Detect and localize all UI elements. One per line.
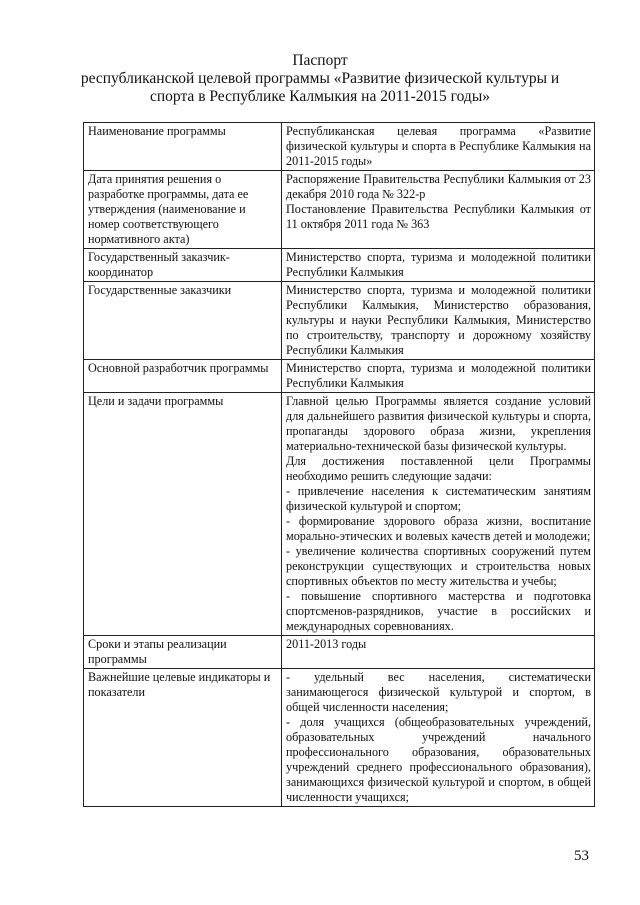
row-value [282,636,595,669]
row-value-paragraph: Министерство спорта, туризма и молодежной политики Республики Калмыкия [286,361,591,390]
row-label: Важнейшие целевые индикаторы и показатели [84,669,282,807]
table-row [84,123,595,171]
table-row [84,171,595,249]
row-label: Государственные заказчики [84,282,282,360]
row-value-paragraph: Постановление Правительства Республики Калмыкия от 11 октября 2011 года № 363 [286,202,591,231]
page-number: 53 [574,848,589,864]
row-value-paragraph: Распоряжение Правительства Республики Калмыкия от 23 декабря 2010 года № 322-р [286,172,591,201]
passport-table-body [84,123,595,807]
row-label: Наименование программы [84,123,282,171]
passport-table [83,122,595,807]
document-title [0,52,640,106]
table-row [84,669,595,807]
table-row [84,360,595,393]
row-value-paragraph: - удельный вес населения, систематически занимающегося физической культурой и спортом, в общей численности населения; [286,670,591,714]
row-label: Государственный заказчик-координатор [84,249,282,282]
row-value [282,393,595,636]
row-value [282,171,595,249]
table-row [84,636,595,669]
row-value-paragraph: Министерство спорта, туризма и молодежной политики Республики Калмыкия [286,250,591,279]
row-value-paragraph: - увеличение количества спортивных сооружений путем реконструкции существующих и строительства новых спортивных объектов по месту жительства и учебы; [286,544,591,588]
row-value-paragraph: - доля учащихся (общеобразовательных учреждений, образовательных учреждений начального профессионального образования, образовательных учреждений среднего профессионального образования), занимающихся физической культурой и спортом, в общей численности учащихся; [286,715,591,804]
row-label: Дата принятия решения о разработке программы, дата ее утверждения (наименование и номер соответствующего нормативного акта) [84,171,282,249]
row-value [282,669,595,807]
row-label: Сроки и этапы реализации программы [84,636,282,669]
row-value-paragraph: Министерство спорта, туризма и молодежной политики Республики Калмыкия, Министерство образования, культуры и науки Республики Калмыкия, Министерство по строительству, транспорту и дорожному хозяйству Республики Калмыкия [286,283,591,357]
row-value-paragraph: - формирование здорового образа жизни, воспитание морально-этических и волевых качеств детей и молодежи; [286,514,591,543]
row-label: Основной разработчик программы [84,360,282,393]
row-value-paragraph: - повышение спортивного мастерства и подготовка спортсменов-разрядников, участие в российских и международных соревнованиях. [286,589,591,633]
row-value-paragraph: Республиканская целевая программа «Развитие физической культуры и спорта в Республике Калмыкия на 2011-2015 годы» [286,124,591,168]
row-value-paragraph: - привлечение населения к систематическим занятиям физической культурой и спортом; [286,484,591,513]
table-row [84,393,595,636]
row-value-paragraph: Для достижения поставленной цели Программы необходимо решить следующие задачи: [286,454,591,483]
title-line-2: республиканской целевой программы «Развитие физической культуры и [80,70,560,87]
table-row [84,249,595,282]
row-label: Цели и задачи программы [84,393,282,636]
row-value [282,123,595,171]
title-line-1: Паспорт [292,52,348,69]
row-value [282,282,595,360]
table-row [84,282,595,360]
row-value [282,249,595,282]
row-value [282,360,595,393]
title-line-3: спорта в Республике Калмыкия на 2011-2015 годы» [150,88,490,105]
row-value-paragraph: Главной целью Программы является создание условий для дальнейшего развития физической культуры и спорта, пропаганды здорового образа жизни, укрепления материально-технической базы физической культуры. [286,394,591,453]
row-value-paragraph: 2011-2013 годы [286,637,367,651]
